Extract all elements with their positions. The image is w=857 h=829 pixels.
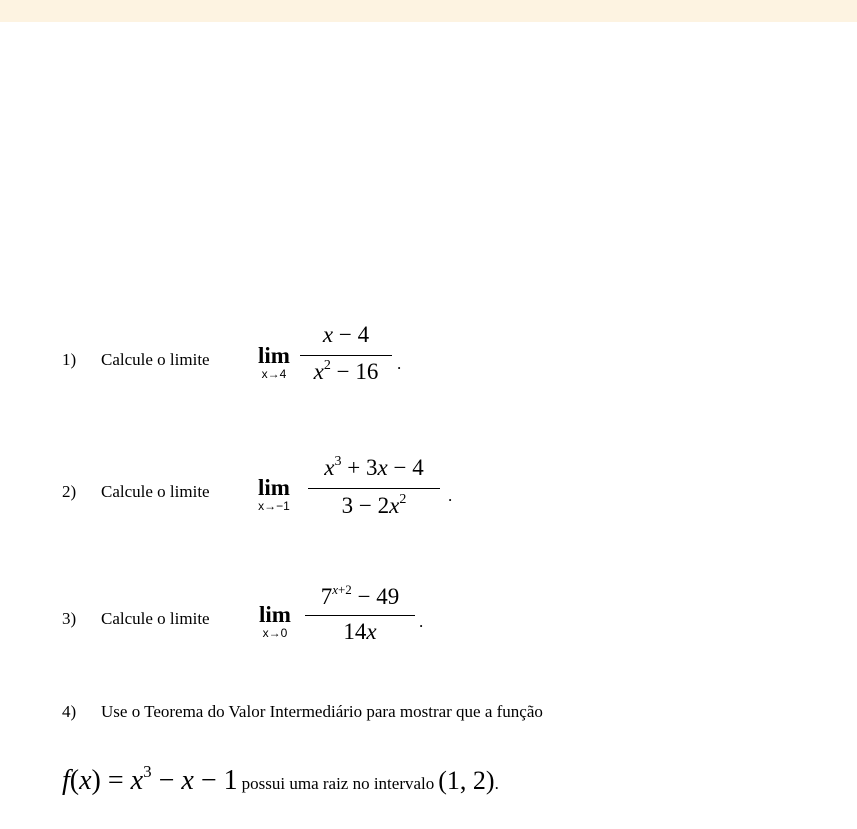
problem-number: 4): [62, 702, 77, 721]
lim-word: lim: [259, 602, 291, 627]
period: .: [397, 354, 402, 373]
fraction-bar: [305, 615, 415, 616]
fraction: [305, 580, 415, 652]
fraction-denominator: $3 - 2x^2$: [341, 492, 407, 518]
function-expression: $f(x) = x^3 - x - 1$: [62, 762, 238, 796]
interval: (1, 2): [438, 766, 495, 795]
limit-operator: [258, 344, 290, 380]
fraction-numerator: $7^{x+2} - 49$: [320, 582, 400, 609]
fraction: [300, 320, 392, 390]
period: .: [419, 612, 424, 631]
function-statement: [62, 762, 499, 797]
fraction-numerator: $x^3 + 3x - 4$: [324, 454, 424, 480]
limit-operator: [259, 603, 291, 639]
period: .: [448, 486, 453, 505]
period: .: [494, 774, 499, 793]
limit-subscript: x→0: [262, 626, 288, 640]
lim-word: lim: [258, 343, 290, 368]
limit-subscript: x→−1: [258, 499, 290, 513]
problem-label: Calcule o limite: [101, 609, 210, 628]
problem-number: 2): [62, 482, 77, 501]
problem-text: Use o Teorema do Valor Intermediário para mostrar que a função: [101, 702, 543, 721]
problem-number: 3): [62, 609, 77, 628]
limit-subscript: x→4: [261, 367, 287, 381]
function-middle-text: possui uma raiz no intervalo: [241, 774, 435, 793]
fraction-numerator: x − 4: [322, 322, 370, 347]
fraction: [308, 452, 440, 524]
fraction-denominator: 14x: [343, 619, 377, 644]
fraction-bar: [308, 488, 440, 489]
problem-number: 1): [62, 350, 77, 369]
top-bar: [0, 0, 857, 22]
problem-label: Calcule o limite: [101, 350, 210, 369]
lim-word: lim: [258, 475, 290, 500]
fraction-denominator: $x^2 - 16$: [313, 358, 379, 384]
problem-label: Calcule o limite: [101, 482, 210, 501]
fraction-bar: [300, 355, 392, 356]
limit-operator: [258, 476, 290, 512]
